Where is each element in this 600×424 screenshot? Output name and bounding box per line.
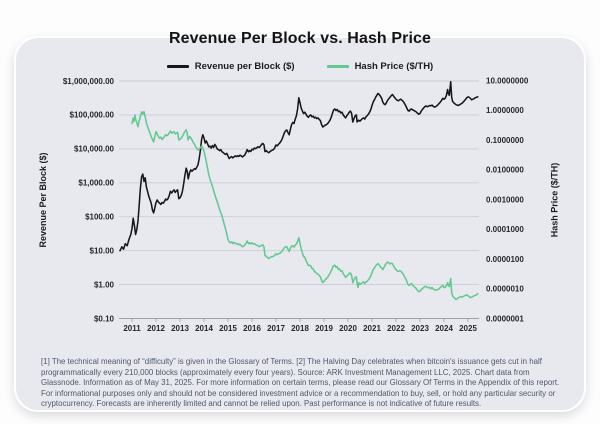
- svg-text:$0.10: $0.10: [93, 314, 114, 324]
- right-axis-title: Hash Price ($/TH): [549, 162, 560, 238]
- svg-text:$10.00: $10.00: [89, 246, 114, 256]
- svg-text:0.0000100: 0.0000100: [486, 254, 524, 264]
- svg-text:2023: 2023: [411, 324, 429, 333]
- legend-item-hash-price: [327, 61, 434, 72]
- svg-text:2021: 2021: [363, 324, 381, 333]
- svg-text:2025: 2025: [459, 324, 477, 333]
- chart-card: [14, 36, 586, 412]
- svg-text:2014: 2014: [195, 324, 213, 333]
- hash-price-line-swatch-icon: [327, 65, 349, 68]
- legend-label-hash-price: Hash Price ($/TH): [354, 61, 434, 72]
- chart-legend: [0, 61, 600, 72]
- svg-text:2017: 2017: [267, 324, 285, 333]
- svg-text:$1.00: $1.00: [93, 280, 114, 290]
- svg-text:$1,000,000.00: $1,000,000.00: [62, 76, 114, 86]
- left-axis-title: Revenue Per Block ($): [38, 152, 48, 248]
- svg-text:2013: 2013: [171, 324, 189, 333]
- svg-text:2024: 2024: [435, 324, 453, 333]
- svg-text:$10,000.00: $10,000.00: [73, 144, 114, 154]
- svg-text:2016: 2016: [243, 324, 261, 333]
- svg-text:0.0000010: 0.0000010: [486, 284, 524, 294]
- svg-text:2019: 2019: [315, 324, 333, 333]
- svg-text:2020: 2020: [339, 324, 357, 333]
- svg-text:0.0001000: 0.0001000: [486, 225, 524, 235]
- svg-text:0.0000001: 0.0000001: [486, 314, 524, 324]
- svg-text:$100.00: $100.00: [85, 212, 114, 222]
- svg-text:$100,000.00: $100,000.00: [69, 110, 114, 120]
- svg-text:10.0000000: 10.0000000: [486, 76, 529, 86]
- svg-text:2011: 2011: [123, 324, 141, 333]
- revenue-line-swatch-icon: [167, 65, 189, 68]
- legend-label-revenue: Revenue per Block ($): [194, 61, 295, 72]
- svg-text:2012: 2012: [147, 324, 165, 333]
- svg-text:2018: 2018: [291, 324, 309, 333]
- svg-text:2015: 2015: [219, 324, 237, 333]
- svg-text:0.0100000: 0.0100000: [486, 165, 524, 175]
- svg-text:$1,000.00: $1,000.00: [78, 178, 114, 188]
- legend-item-revenue: [167, 61, 295, 72]
- svg-text:0.0010000: 0.0010000: [486, 195, 524, 205]
- svg-text:0.1000000: 0.1000000: [486, 135, 524, 145]
- svg-text:1.0000000: 1.0000000: [486, 106, 524, 115]
- chart-title: Revenue Per Block vs. Hash Price: [169, 30, 431, 47]
- svg-text:2022: 2022: [387, 324, 405, 333]
- footnote-text: [1] The technical meaning of “difficulty” is given in the Glossary of Terms. [2] The Halving Day celebrates when bitcoin's issuance gets cut in half programmatically every 210,000 blocks (approximately every four years). Source: ARK Investment Management LLC, 2025. Chart data from Glassnode. Information as of May 31, 2025. For more information on certain terms, please read our Glossary Of Terms in the Appendix of this report. For informational purposes only and should not be considered investment advice or a recommendation to buy, sell, or hold any particular security or cryptocurrency. Forecasts are inherently limited and cannot be relied upon. Past performance is not indicative of future results.: [41, 357, 560, 408]
